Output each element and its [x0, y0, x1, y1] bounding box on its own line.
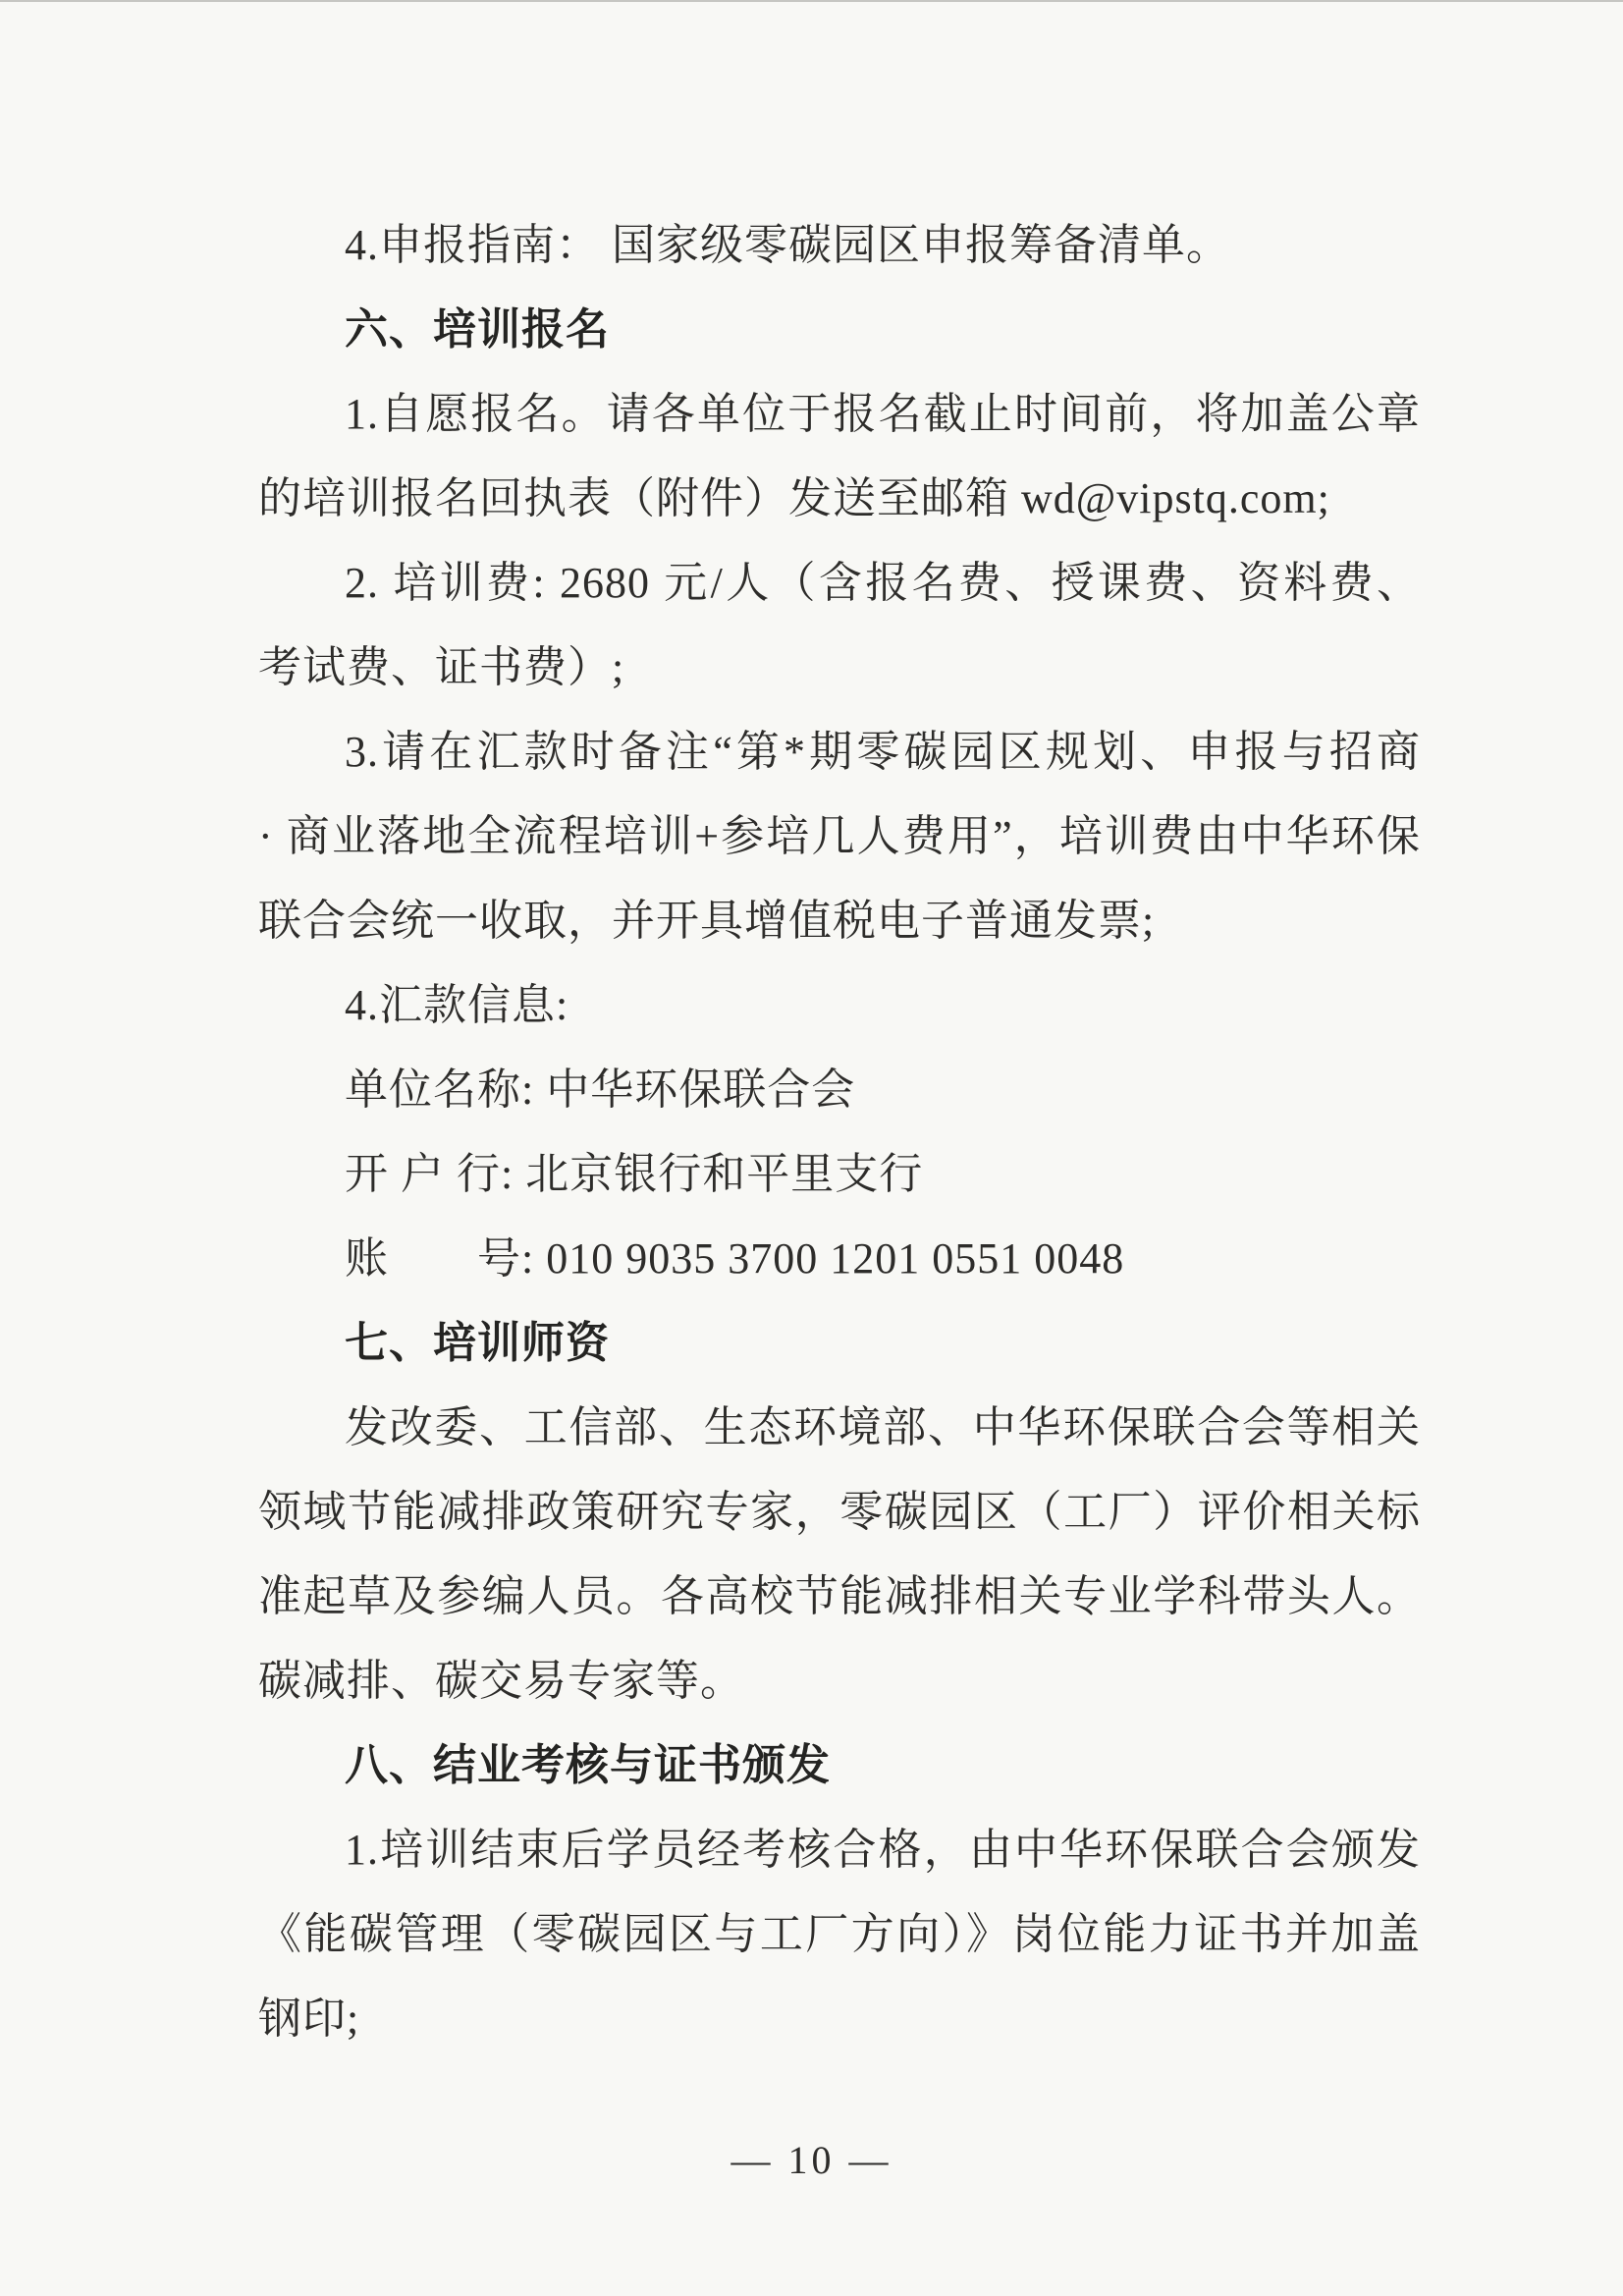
text-line: 单位名称: 中华环保联合会 — [345, 1066, 856, 1114]
section-heading: 七、培训师资 — [345, 1318, 610, 1368]
text-line: 碳减排、碳交易专家等。 — [258, 1657, 744, 1705]
text-line: 准起草及参编人员。各高校节能减排相关专业学科带头人。 — [258, 1572, 1421, 1620]
document-body — [258, 203, 1421, 2061]
text-line: 2. 培训费: 2680 元/人（含报名费、授课费、资料费、 — [345, 559, 1421, 607]
text-line: 领域节能减排政策研究专家，零碳园区（工厂）评价相关标 — [258, 1488, 1421, 1536]
text-line: · 商业落地全流程培训+参培几人费用”，培训费由中华环保 — [258, 812, 1421, 860]
text-line: 账 号: 010 9035 3700 1201 0551 0048 — [345, 1234, 1125, 1283]
text-line: 4.汇款信息: — [345, 981, 569, 1029]
text-line: 联合会统一收取，并开具增值税电子普通发票; — [258, 897, 1156, 945]
text-line: 发改委、工信部、生态环境部、中华环保联合会等相关 — [345, 1403, 1421, 1451]
text-line: 考试费、证书费）; — [258, 643, 625, 691]
text-line: 的培训报名回执表（附件）发送至邮箱 wd@vipstq.com; — [258, 474, 1330, 522]
text-line: 钢印; — [258, 1995, 360, 2043]
text-line: 4.申报指南： 国家级零碳园区申报筹备清单。 — [345, 221, 1230, 269]
text-line: 1.培训结束后学员经考核合格，由中华环保联合会颁发 — [345, 1826, 1421, 1874]
text-line: 开 户 行: 北京银行和平里支行 — [345, 1150, 924, 1198]
section-heading: 六、培训报名 — [345, 304, 610, 355]
text-line: 3.请在汇款时备注“第*期零碳园区规划、申报与招商 — [345, 728, 1421, 776]
text-line: 《能碳管理（零碳园区与工厂方向）》岗位能力证书并加盖 — [258, 1910, 1421, 1958]
scan-top-edge — [0, 0, 1623, 2]
text-line: 1.自愿报名。请各单位于报名截止时间前，将加盖公章 — [345, 390, 1421, 438]
page-number: — 10 — — [730, 2138, 893, 2182]
section-heading: 八、结业考核与证书颁发 — [345, 1740, 831, 1790]
